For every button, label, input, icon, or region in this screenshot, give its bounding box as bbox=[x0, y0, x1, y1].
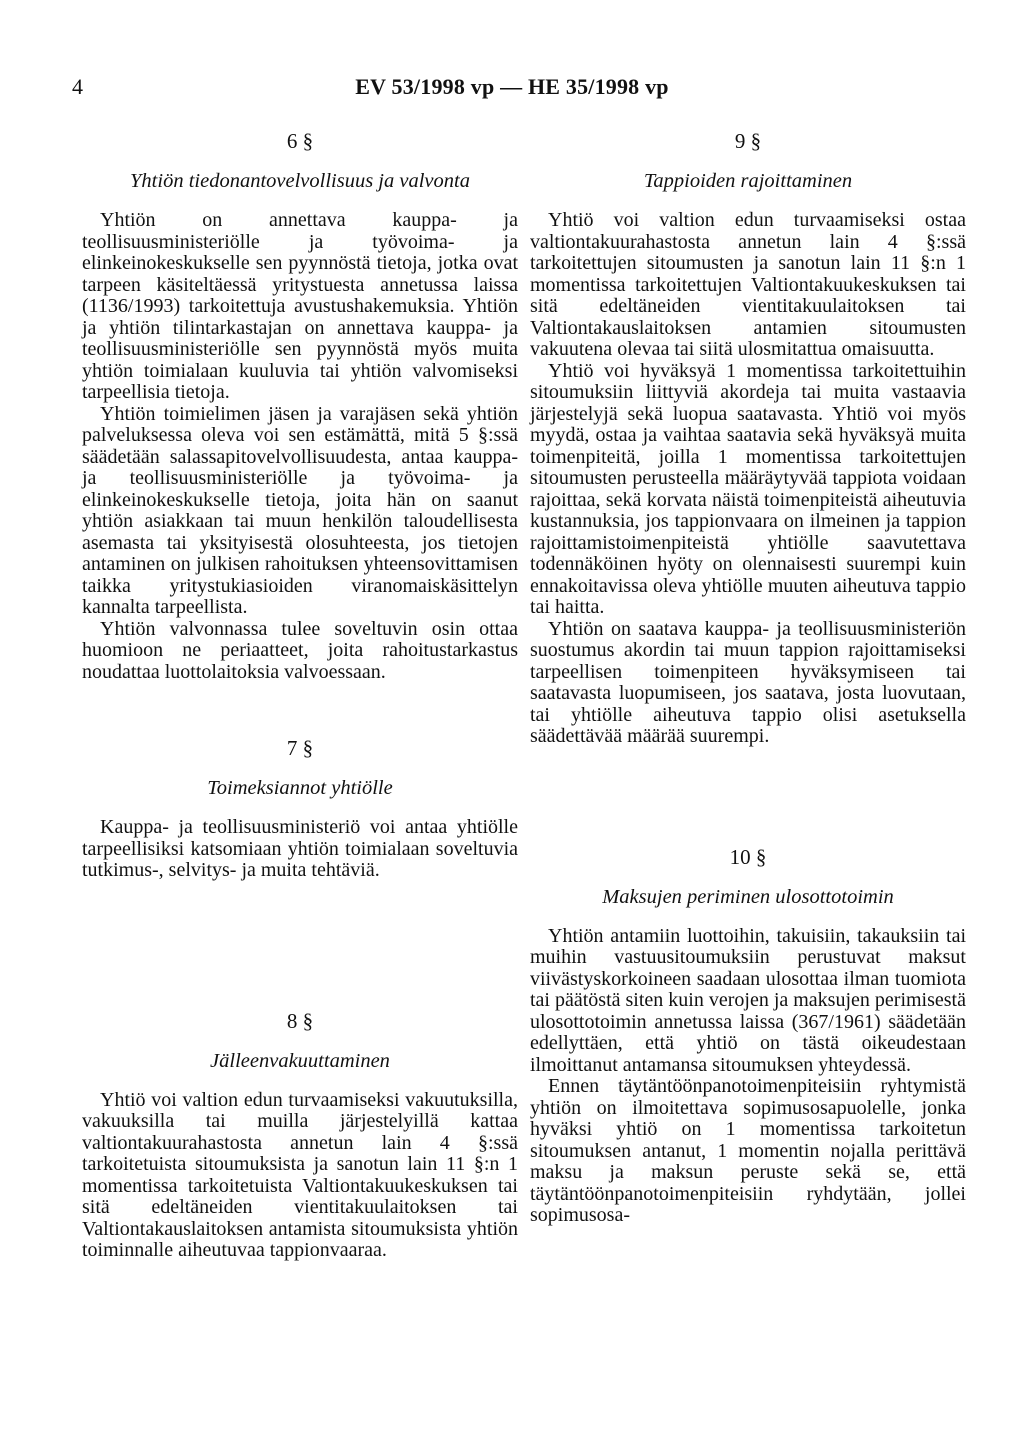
page-header-title: EV 53/1998 vp — HE 35/1998 vp bbox=[355, 74, 669, 99]
section-number: 7 § bbox=[286, 736, 314, 760]
right-column bbox=[530, 128, 966, 1227]
section-number: 9 § bbox=[734, 129, 762, 153]
section-title: Yhtiön tiedonantovelvollisuus ja valvonta bbox=[130, 170, 470, 192]
section-title: Jälleenvakuuttaminen bbox=[210, 1049, 390, 1072]
paragraph: Yhtiön valvonnassa tulee soveltuvin osin ottaa huomioon ne periaatteet, joita rahoitustarkastus noudattaa luottolaitoksia valvoessaan. bbox=[82, 617, 518, 683]
paragraph: Yhtiö voi valtion edun turvaamiseksi ostaa valtiontakuurahastosta annetun lain 4 §:ssä tarkoitettujen sitoumusten ja sanotun lain 11 §:n 1 momentissa tarkoitettujen Valtiontakuukeskuksen tai sitä edeltäneiden vientitakuulaitoksen tai Valtiontakauslaitoksen antamien sitoumusten vakuutena olevaa tai siitä ulosmitattua omaisuutta. bbox=[530, 209, 966, 360]
section-title: Maksujen periminen ulosottotoimin bbox=[602, 885, 894, 908]
section-8 bbox=[82, 1008, 518, 1262]
section-number: 6 § bbox=[286, 129, 314, 153]
paragraph: Yhtiön on annettava kauppa- ja teollisuusministeriölle ja työvoima- ja elinkeinokeskukselle sen pyynnöstä tietoja, jotka ovat tarpeen käsiteltäessä yritystuesta annetussa laissa (1136/1993) tarkoitettuja avustushakemuksia. Yhtiön ja yhtiön tilintarkastajan on annettava kauppa- ja teollisuusministeriölle sen pyynnöstä myös muita yhtiön toimialaan kuuluvia tai yhtiön valvomiseksi tarpeellisia tietoja. bbox=[82, 209, 518, 403]
section-title: Toimeksiannot yhtiölle bbox=[207, 777, 393, 799]
paragraph: Yhtiön on saatava kauppa- ja teollisuusministeriön suostumus akordin tai muun tappion rajoittamiseksi tarpeellisen toimenpiteen hyväksymiseen tai saatavasta luopumiseen, jos saatava, josta luovutaan, tai yhtiölle aiheutuva tappio olisi asetuksella säädettävää määrää suurempi. bbox=[530, 617, 966, 747]
section-6 bbox=[82, 128, 518, 683]
paragraph: Yhtiö voi valtion edun turvaamiseksi vakuutuksilla, vakuuksilla tai muilla järjestelyillä kattaa valtiontakuurahastosta annetun lain 4 §:ssä tarkoitetuista sitoumuksista ja sanotun lain 11 §:n 1 momentissa tarkoitetuista Valtiontakuukeskuksen tai sitä edeltäneiden vientitakuulaitoksen tai Valtiontakauslaitoksen antamista sitoumuksista yhtiön toiminnalle aiheutuvaa tappionvaaraa. bbox=[82, 1088, 518, 1261]
section-10 bbox=[530, 844, 966, 1227]
paragraph: Yhtiö voi hyväksyä 1 momentissa tarkoitettuihin sitoumuksiin liittyviä akordeja tai muita vastaavia järjestelyjä sekä luopua saatavasta. Yhtiö voi myös myydä, ostaa ja vaihtaa saatavia sekä hyväksyä muita toimenpiteitä, joilla 1 momentissa tarkoitettujen sitoumusten perusteella määräytyvää tappiota voidaan rajoittaa, sekä korvata näistä toimenpiteistä aiheutuvia kustannuksia, jos tappionvaara on ilmeinen ja tappion rajoittamistoimenpiteistä yhtiölle saavutettava todennäköinen hyöty on olennaisesti suurempi kuin ennakoitavissa oleva yhtiölle muuten aiheutuva tappio tai haitta. bbox=[530, 359, 966, 618]
page-number: 4 bbox=[72, 74, 83, 99]
paragraph: Yhtiön toimielimen jäsen ja varajäsen sekä yhtiön palveluksessa oleva voi sen estämättä, mitä 5 §:ssä säädetään salassapitovelvollisuudesta, antaa kauppa- ja teollisuusministeriölle ja työvoima- ja elinkeinokeskukselle tietoja, joita hän on saanut yhtiön asiakkaan tai muun henkilön taloudellisesta asemasta tai yksityisestä olosuhteesta, jos tietojen antaminen on julkisen rahoituksen yhteensovittamisen taikka yritystukiasioiden viranomaiskäsittelyn kannalta tarpeellista. bbox=[82, 402, 518, 618]
paragraph: Kauppa- ja teollisuusministeriö voi antaa yhtiölle tarpeellisiksi katsomiaan yhtiön toimialaan soveltuvia tutkimus-, selvitys- ja muita tehtäviä. bbox=[82, 816, 518, 881]
section-number: 8 § bbox=[286, 1008, 314, 1033]
section-number: 10 § bbox=[729, 844, 767, 869]
section-title: Tappioiden rajoittaminen bbox=[643, 170, 853, 192]
left-column bbox=[82, 128, 518, 1262]
paragraph: Yhtiön antamiin luottoihin, takuisiin, takauksiin tai muihin vastuusitoumuksiin perustuvat maksut viivästyskorkoineen saadaan ulosottaa ilman tuomiota tai päätöstä siten kuin verojen ja maksujen perimisestä ulosottotoimin annetussa laissa (367/1961) säädetään edellyttäen, että yhtiö on tästä oikeudestaan ilmoittanut antamansa sitoumuksen yhteydessä. bbox=[530, 924, 966, 1076]
section-7 bbox=[82, 735, 518, 882]
paragraph: Ennen täytäntöönpanotoimenpiteisiin ryhtymistä yhtiön on ilmoitettava sopimusosapuolelle, jonka hyväksi yhtiö on 1 momentissa tarkoitetun sitoumuksen antanut, 1 momentin nojalla perittävä maksu ja maksun peruste sekä se, että täytäntöönpanotoimenpiteisiin ryhdytään, jollei sopimusosa- bbox=[530, 1075, 966, 1226]
section-9 bbox=[530, 128, 966, 748]
